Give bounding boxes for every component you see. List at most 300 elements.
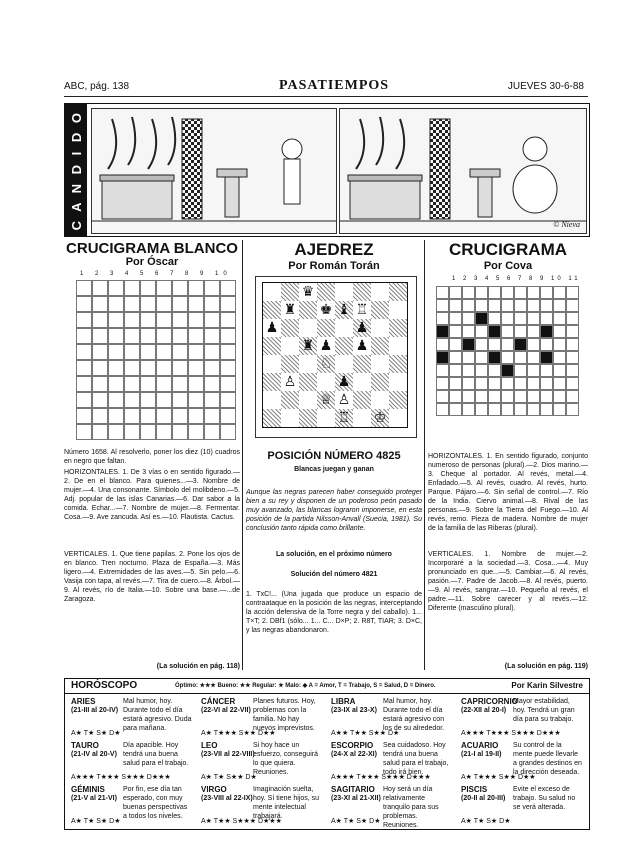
- crossword-cell[interactable]: [108, 392, 124, 408]
- chess-square[interactable]: [299, 373, 317, 391]
- crossword-cell[interactable]: [108, 376, 124, 392]
- chess-square[interactable]: [353, 373, 371, 391]
- crossword-cell[interactable]: [76, 296, 92, 312]
- chess-square[interactable]: [335, 337, 353, 355]
- chess-square[interactable]: [353, 391, 371, 409]
- crossword-cell[interactable]: [540, 377, 553, 390]
- crossword-cell[interactable]: [475, 286, 488, 299]
- chess-square[interactable]: [299, 355, 317, 373]
- crossword-cell[interactable]: [140, 312, 156, 328]
- crossword-cell[interactable]: [108, 360, 124, 376]
- sign-rating: A★ T★ S★ D★: [331, 818, 381, 825]
- chess-square[interactable]: [353, 409, 371, 427]
- crossword-cell[interactable]: [501, 286, 514, 299]
- crossword-cell[interactable]: [156, 360, 172, 376]
- crossword-cell[interactable]: [553, 403, 566, 416]
- chess-square[interactable]: [371, 409, 389, 427]
- chess-square[interactable]: [281, 391, 299, 409]
- chess-square[interactable]: [317, 337, 335, 355]
- crossword-cell[interactable]: [108, 312, 124, 328]
- crossword-cell[interactable]: [514, 403, 527, 416]
- crossword-cell[interactable]: [514, 299, 527, 312]
- crossword-cell[interactable]: [449, 377, 462, 390]
- crossword-cell[interactable]: [527, 312, 540, 325]
- chess-square[interactable]: [335, 391, 353, 409]
- crossword-cell[interactable]: [514, 338, 527, 351]
- crossword-cell[interactable]: [436, 364, 449, 377]
- chess-square[interactable]: [371, 301, 389, 319]
- chess-square[interactable]: [299, 337, 317, 355]
- crossword-cell[interactable]: [553, 312, 566, 325]
- crossword-cell[interactable]: [501, 338, 514, 351]
- crossword-cell[interactable]: [76, 360, 92, 376]
- crossword-cell[interactable]: [514, 364, 527, 377]
- crossword-cell[interactable]: [172, 312, 188, 328]
- crossword-cell[interactable]: [514, 312, 527, 325]
- crossword-cell[interactable]: [488, 403, 501, 416]
- crossword-cell[interactable]: [172, 392, 188, 408]
- crossword-cell[interactable]: [566, 403, 579, 416]
- chess-square[interactable]: [281, 301, 299, 319]
- chess-square[interactable]: [353, 283, 371, 301]
- crossword-cell[interactable]: [188, 424, 204, 440]
- crossword-cell[interactable]: [220, 408, 236, 424]
- crossword-cell[interactable]: [462, 286, 475, 299]
- crossword-cell[interactable]: [540, 299, 553, 312]
- crossword-cell[interactable]: [140, 280, 156, 296]
- crossword-cell[interactable]: [540, 312, 553, 325]
- crossword-cell[interactable]: [108, 280, 124, 296]
- crossword-cell[interactable]: [140, 392, 156, 408]
- crossword-cell[interactable]: [501, 364, 514, 377]
- crossword-cell[interactable]: [475, 325, 488, 338]
- crossword-cell[interactable]: [140, 344, 156, 360]
- crossword-cell[interactable]: [527, 338, 540, 351]
- chess-square[interactable]: [389, 337, 407, 355]
- chess-square[interactable]: [263, 283, 281, 301]
- crossword-cell[interactable]: [76, 392, 92, 408]
- crossword-cell[interactable]: [220, 328, 236, 344]
- chess-piece-icon: ♙: [337, 392, 351, 408]
- crossword-cell[interactable]: [566, 325, 579, 338]
- crossword-cell[interactable]: [475, 299, 488, 312]
- crossword-cell[interactable]: [553, 390, 566, 403]
- sign-name: GÉMINIS: [71, 785, 105, 794]
- chess-square[interactable]: [389, 409, 407, 427]
- chess-square[interactable]: [299, 283, 317, 301]
- crossword-cell[interactable]: [488, 312, 501, 325]
- crossword-cell[interactable]: [124, 360, 140, 376]
- crossword-cell[interactable]: [124, 328, 140, 344]
- crossword-cell[interactable]: [566, 299, 579, 312]
- sign-name: ACUARIO: [461, 741, 499, 750]
- crossword-cell[interactable]: [566, 338, 579, 351]
- crossword-cell[interactable]: [172, 360, 188, 376]
- chess-square[interactable]: [317, 319, 335, 337]
- chess-square[interactable]: [317, 355, 335, 373]
- crossword-cell[interactable]: [566, 377, 579, 390]
- crossword-cell[interactable]: [540, 403, 553, 416]
- crossword-cell[interactable]: [449, 312, 462, 325]
- sign-text: Evite el exceso de trabajo. Su salud no se verá alterada.: [513, 786, 576, 811]
- crossword-cell[interactable]: [92, 344, 108, 360]
- chess-square[interactable]: [281, 409, 299, 427]
- crossword-cell[interactable]: [488, 351, 501, 364]
- crossword-cell[interactable]: [566, 351, 579, 364]
- crossword-cell[interactable]: [462, 312, 475, 325]
- crossword-cell[interactable]: [540, 364, 553, 377]
- sign-name: TAURO: [71, 741, 99, 750]
- chess-square[interactable]: [371, 355, 389, 373]
- crossword-cell[interactable]: [462, 351, 475, 364]
- crossword-cell[interactable]: [124, 376, 140, 392]
- chess-piece-icon: ♟: [265, 320, 279, 336]
- chess-square[interactable]: [281, 337, 299, 355]
- crossword-cell[interactable]: [449, 351, 462, 364]
- crossword-cell[interactable]: [220, 280, 236, 296]
- crossword-cell[interactable]: [92, 408, 108, 424]
- crossword-cell[interactable]: [462, 299, 475, 312]
- crossword-cell[interactable]: [220, 296, 236, 312]
- chess-square[interactable]: [281, 355, 299, 373]
- crossword-cell[interactable]: [540, 351, 553, 364]
- chess-square[interactable]: [317, 391, 335, 409]
- crossword-cell[interactable]: [172, 376, 188, 392]
- sign-dates: (22-VI al 22-VII): [201, 707, 251, 714]
- crossword-cell[interactable]: [527, 325, 540, 338]
- crossword-cell[interactable]: [527, 299, 540, 312]
- crossword-cell[interactable]: [188, 408, 204, 424]
- crossword-cell[interactable]: [188, 376, 204, 392]
- chess-square[interactable]: [263, 373, 281, 391]
- chess-square[interactable]: [281, 319, 299, 337]
- crossword-cell[interactable]: [124, 392, 140, 408]
- crossword-cell[interactable]: [156, 408, 172, 424]
- chess-piece-icon: ♚: [319, 302, 333, 318]
- crossword-cell[interactable]: [514, 286, 527, 299]
- chess-square[interactable]: [389, 319, 407, 337]
- crossword-cell[interactable]: [540, 286, 553, 299]
- chess-square[interactable]: [371, 373, 389, 391]
- crossword-cell[interactable]: [566, 390, 579, 403]
- crossword-cell[interactable]: [172, 296, 188, 312]
- crossword-cell[interactable]: [488, 338, 501, 351]
- sign-dates: (22-XII al 20-I): [461, 707, 507, 714]
- chess-board[interactable]: [262, 282, 408, 428]
- crossword-cell[interactable]: [124, 408, 140, 424]
- crossword-cell[interactable]: [108, 296, 124, 312]
- crossword-cell[interactable]: [436, 338, 449, 351]
- crossword-cell[interactable]: [553, 351, 566, 364]
- crossword-cell[interactable]: [220, 344, 236, 360]
- ajedrez-position-title: POSICIÓN NÚMERO 4825: [267, 450, 401, 462]
- crossword-cell[interactable]: [436, 351, 449, 364]
- crossword-cell[interactable]: [449, 325, 462, 338]
- crossword-cell[interactable]: [514, 351, 527, 364]
- crossword-cell[interactable]: [76, 408, 92, 424]
- crossword-cell[interactable]: [436, 312, 449, 325]
- crossword-cell[interactable]: [124, 296, 140, 312]
- crossword-cell[interactable]: [488, 299, 501, 312]
- crossword-cell[interactable]: [76, 280, 92, 296]
- crossword-cell[interactable]: [462, 364, 475, 377]
- crossword-cell[interactable]: [204, 312, 220, 328]
- crossword-cell[interactable]: [527, 351, 540, 364]
- crossword-cell[interactable]: [204, 296, 220, 312]
- crossword-cell[interactable]: [436, 377, 449, 390]
- crossword-cell[interactable]: [188, 312, 204, 328]
- crossword-cell[interactable]: [108, 344, 124, 360]
- crossword-cell[interactable]: [220, 424, 236, 440]
- crossword-cell[interactable]: [488, 325, 501, 338]
- crossword-cell[interactable]: [172, 408, 188, 424]
- crucigrama-col-numbers: 1 2 3 4 5 6 7 8 9 10 11: [452, 276, 581, 282]
- crossword-cell[interactable]: [462, 390, 475, 403]
- chess-square[interactable]: [299, 409, 317, 427]
- crossword-cell[interactable]: [449, 299, 462, 312]
- crossword-cell[interactable]: [156, 344, 172, 360]
- crossword-cell[interactable]: [553, 364, 566, 377]
- chess-square[interactable]: [371, 283, 389, 301]
- crossword-cell[interactable]: [140, 360, 156, 376]
- chess-square[interactable]: [263, 391, 281, 409]
- crossword-cell[interactable]: [566, 286, 579, 299]
- crossword-cell[interactable]: [156, 392, 172, 408]
- chess-square[interactable]: [263, 337, 281, 355]
- crossword-cell[interactable]: [156, 328, 172, 344]
- crossword-cell[interactable]: [188, 280, 204, 296]
- chess-square[interactable]: [299, 319, 317, 337]
- crossword-cell[interactable]: [501, 351, 514, 364]
- crossword-cell[interactable]: [92, 424, 108, 440]
- crossword-cell[interactable]: [436, 403, 449, 416]
- crossword-cell[interactable]: [501, 377, 514, 390]
- chess-square[interactable]: [389, 283, 407, 301]
- crossword-cell[interactable]: [76, 312, 92, 328]
- horoscope-sign: [71, 741, 193, 782]
- crucigrama-blanco-solution: (La solución en pág. 118): [156, 663, 240, 670]
- crossword-cell[interactable]: [220, 360, 236, 376]
- crossword-cell[interactable]: [488, 377, 501, 390]
- crossword-cell[interactable]: [188, 344, 204, 360]
- crossword-cell[interactable]: [188, 328, 204, 344]
- crossword-cell[interactable]: [204, 328, 220, 344]
- chess-square[interactable]: [353, 355, 371, 373]
- crossword-cell[interactable]: [527, 364, 540, 377]
- crossword-cell[interactable]: [475, 403, 488, 416]
- chess-square[interactable]: [263, 319, 281, 337]
- chess-square[interactable]: [263, 409, 281, 427]
- crossword-cell[interactable]: [140, 408, 156, 424]
- crossword-cell[interactable]: [475, 377, 488, 390]
- crossword-cell[interactable]: [462, 325, 475, 338]
- crossword-cell[interactable]: [92, 376, 108, 392]
- crossword-cell[interactable]: [140, 328, 156, 344]
- crossword-cell[interactable]: [475, 364, 488, 377]
- crossword-cell[interactable]: [188, 296, 204, 312]
- crossword-cell[interactable]: [449, 338, 462, 351]
- crossword-cell[interactable]: [540, 325, 553, 338]
- crossword-cell[interactable]: [76, 344, 92, 360]
- crossword-cell[interactable]: [140, 424, 156, 440]
- crossword-cell[interactable]: [449, 364, 462, 377]
- crossword-cell[interactable]: [204, 280, 220, 296]
- crossword-cell[interactable]: [436, 299, 449, 312]
- crossword-cell[interactable]: [204, 408, 220, 424]
- crossword-cell[interactable]: [172, 280, 188, 296]
- crossword-cell[interactable]: [462, 338, 475, 351]
- crossword-cell[interactable]: [124, 280, 140, 296]
- chess-square[interactable]: [371, 319, 389, 337]
- crossword-cell[interactable]: [204, 424, 220, 440]
- crossword-cell[interactable]: [475, 312, 488, 325]
- chess-square[interactable]: [353, 319, 371, 337]
- crossword-cell[interactable]: [501, 299, 514, 312]
- chess-square[interactable]: [389, 301, 407, 319]
- crossword-cell[interactable]: [436, 325, 449, 338]
- chess-piece-icon: ♛: [301, 284, 315, 300]
- crossword-cell[interactable]: [553, 338, 566, 351]
- crossword-cell[interactable]: [514, 377, 527, 390]
- crossword-cell[interactable]: [92, 296, 108, 312]
- crossword-cell[interactable]: [501, 312, 514, 325]
- crossword-cell[interactable]: [220, 312, 236, 328]
- crossword-cell[interactable]: [501, 403, 514, 416]
- crossword-cell[interactable]: [188, 392, 204, 408]
- crossword-cell[interactable]: [156, 376, 172, 392]
- crossword-cell[interactable]: [156, 424, 172, 440]
- crossword-cell[interactable]: [124, 344, 140, 360]
- crossword-cell[interactable]: [514, 390, 527, 403]
- crossword-cell[interactable]: [156, 312, 172, 328]
- crossword-cell[interactable]: [156, 280, 172, 296]
- crossword-cell[interactable]: [436, 390, 449, 403]
- crossword-cell[interactable]: [553, 325, 566, 338]
- horoscope-sign: [71, 697, 193, 738]
- crossword-cell[interactable]: [108, 424, 124, 440]
- crossword-cell[interactable]: [540, 390, 553, 403]
- crossword-cell[interactable]: [566, 312, 579, 325]
- crossword-cell[interactable]: [488, 364, 501, 377]
- crossword-cell[interactable]: [514, 325, 527, 338]
- crucigrama-blanco-grid[interactable]: [76, 280, 236, 440]
- chess-square[interactable]: [353, 301, 371, 319]
- crossword-cell[interactable]: [92, 328, 108, 344]
- crossword-cell[interactable]: [124, 424, 140, 440]
- ajedrez-subtitle: Blancas juegan y ganan: [294, 466, 374, 473]
- crossword-cell[interactable]: [92, 360, 108, 376]
- crossword-cell[interactable]: [220, 392, 236, 408]
- chess-square[interactable]: [299, 301, 317, 319]
- chess-square[interactable]: [281, 283, 299, 301]
- chess-square[interactable]: [389, 373, 407, 391]
- crossword-cell[interactable]: [436, 286, 449, 299]
- crossword-cell[interactable]: [76, 376, 92, 392]
- horoscopo-header: [65, 679, 589, 694]
- crossword-cell[interactable]: [475, 390, 488, 403]
- crossword-cell[interactable]: [462, 403, 475, 416]
- chess-square[interactable]: [281, 373, 299, 391]
- crossword-cell[interactable]: [449, 403, 462, 416]
- chess-square[interactable]: [317, 283, 335, 301]
- crucigrama-grid[interactable]: [436, 286, 579, 416]
- crossword-cell[interactable]: [553, 377, 566, 390]
- chess-square[interactable]: [335, 373, 353, 391]
- crossword-cell[interactable]: [140, 296, 156, 312]
- crossword-cell[interactable]: [140, 376, 156, 392]
- sign-name: CÁNCER: [201, 697, 236, 706]
- ajedrez-title: AJEDREZ: [294, 240, 374, 259]
- crossword-cell[interactable]: [527, 403, 540, 416]
- crossword-cell[interactable]: [124, 312, 140, 328]
- crossword-cell[interactable]: [449, 286, 462, 299]
- crossword-cell[interactable]: [172, 344, 188, 360]
- crossword-cell[interactable]: [92, 392, 108, 408]
- crossword-cell[interactable]: [566, 364, 579, 377]
- crossword-cell[interactable]: [188, 360, 204, 376]
- crossword-cell[interactable]: [156, 296, 172, 312]
- chess-square[interactable]: [371, 337, 389, 355]
- chess-square[interactable]: [389, 355, 407, 373]
- sign-dates: (23-XI al 21-XII): [331, 795, 381, 802]
- chess-square[interactable]: [317, 373, 335, 391]
- crossword-cell[interactable]: [108, 328, 124, 344]
- crossword-cell[interactable]: [204, 360, 220, 376]
- chess-square[interactable]: [335, 409, 353, 427]
- crossword-cell[interactable]: [488, 390, 501, 403]
- chess-square[interactable]: [353, 337, 371, 355]
- crossword-cell[interactable]: [475, 338, 488, 351]
- crossword-cell[interactable]: [204, 376, 220, 392]
- chess-square[interactable]: [335, 319, 353, 337]
- sign-text: Imaginación suelta, hoy. Sí tiene hijos, su mente intelectual trabajará.: [253, 786, 320, 820]
- crossword-cell[interactable]: [527, 286, 540, 299]
- crossword-cell[interactable]: [76, 328, 92, 344]
- crossword-cell[interactable]: [553, 299, 566, 312]
- chess-square[interactable]: [335, 283, 353, 301]
- chess-square[interactable]: [299, 391, 317, 409]
- crossword-cell[interactable]: [527, 377, 540, 390]
- crucigrama-horizontales: HORIZONTALES. 1. En sentido figurado, conjunto numeroso de personas (plural).—2. Dios marino.—3. Cheque al portador. Al revés, metal.—4. Enfadado.—5. Al revés, cuadro. Al revés, hurto. Parque. Pájaro.—6. Sin señal de control.—7. Río de la India. Ciervo animal.—8. Rival de las personas.—9. Sobre la Tierra del Fuego.—10. Al revés, remo. Pieza de madera. Nombre de mujer de la familia de las Riberas (plural).: [428, 453, 588, 532]
- chess-square[interactable]: [317, 301, 335, 319]
- crossword-cell[interactable]: [172, 328, 188, 344]
- chess-square[interactable]: [263, 301, 281, 319]
- crossword-cell[interactable]: [527, 390, 540, 403]
- chess-square[interactable]: [317, 409, 335, 427]
- chess-square[interactable]: [263, 355, 281, 373]
- crossword-cell[interactable]: [553, 286, 566, 299]
- crossword-cell[interactable]: [108, 408, 124, 424]
- crossword-cell[interactable]: [488, 286, 501, 299]
- crossword-cell[interactable]: [462, 377, 475, 390]
- crossword-cell[interactable]: [204, 344, 220, 360]
- crossword-cell[interactable]: [92, 280, 108, 296]
- crossword-cell[interactable]: [475, 351, 488, 364]
- crossword-cell[interactable]: [92, 312, 108, 328]
- crossword-cell[interactable]: [220, 376, 236, 392]
- chess-square[interactable]: [335, 355, 353, 373]
- chess-square[interactable]: [389, 391, 407, 409]
- chess-square[interactable]: [335, 301, 353, 319]
- crossword-cell[interactable]: [172, 424, 188, 440]
- crossword-cell[interactable]: [76, 424, 92, 440]
- chess-square[interactable]: [371, 391, 389, 409]
- crossword-cell[interactable]: [501, 390, 514, 403]
- crossword-cell[interactable]: [449, 390, 462, 403]
- crossword-cell[interactable]: [501, 325, 514, 338]
- crossword-cell[interactable]: [540, 338, 553, 351]
- crossword-cell[interactable]: [204, 392, 220, 408]
